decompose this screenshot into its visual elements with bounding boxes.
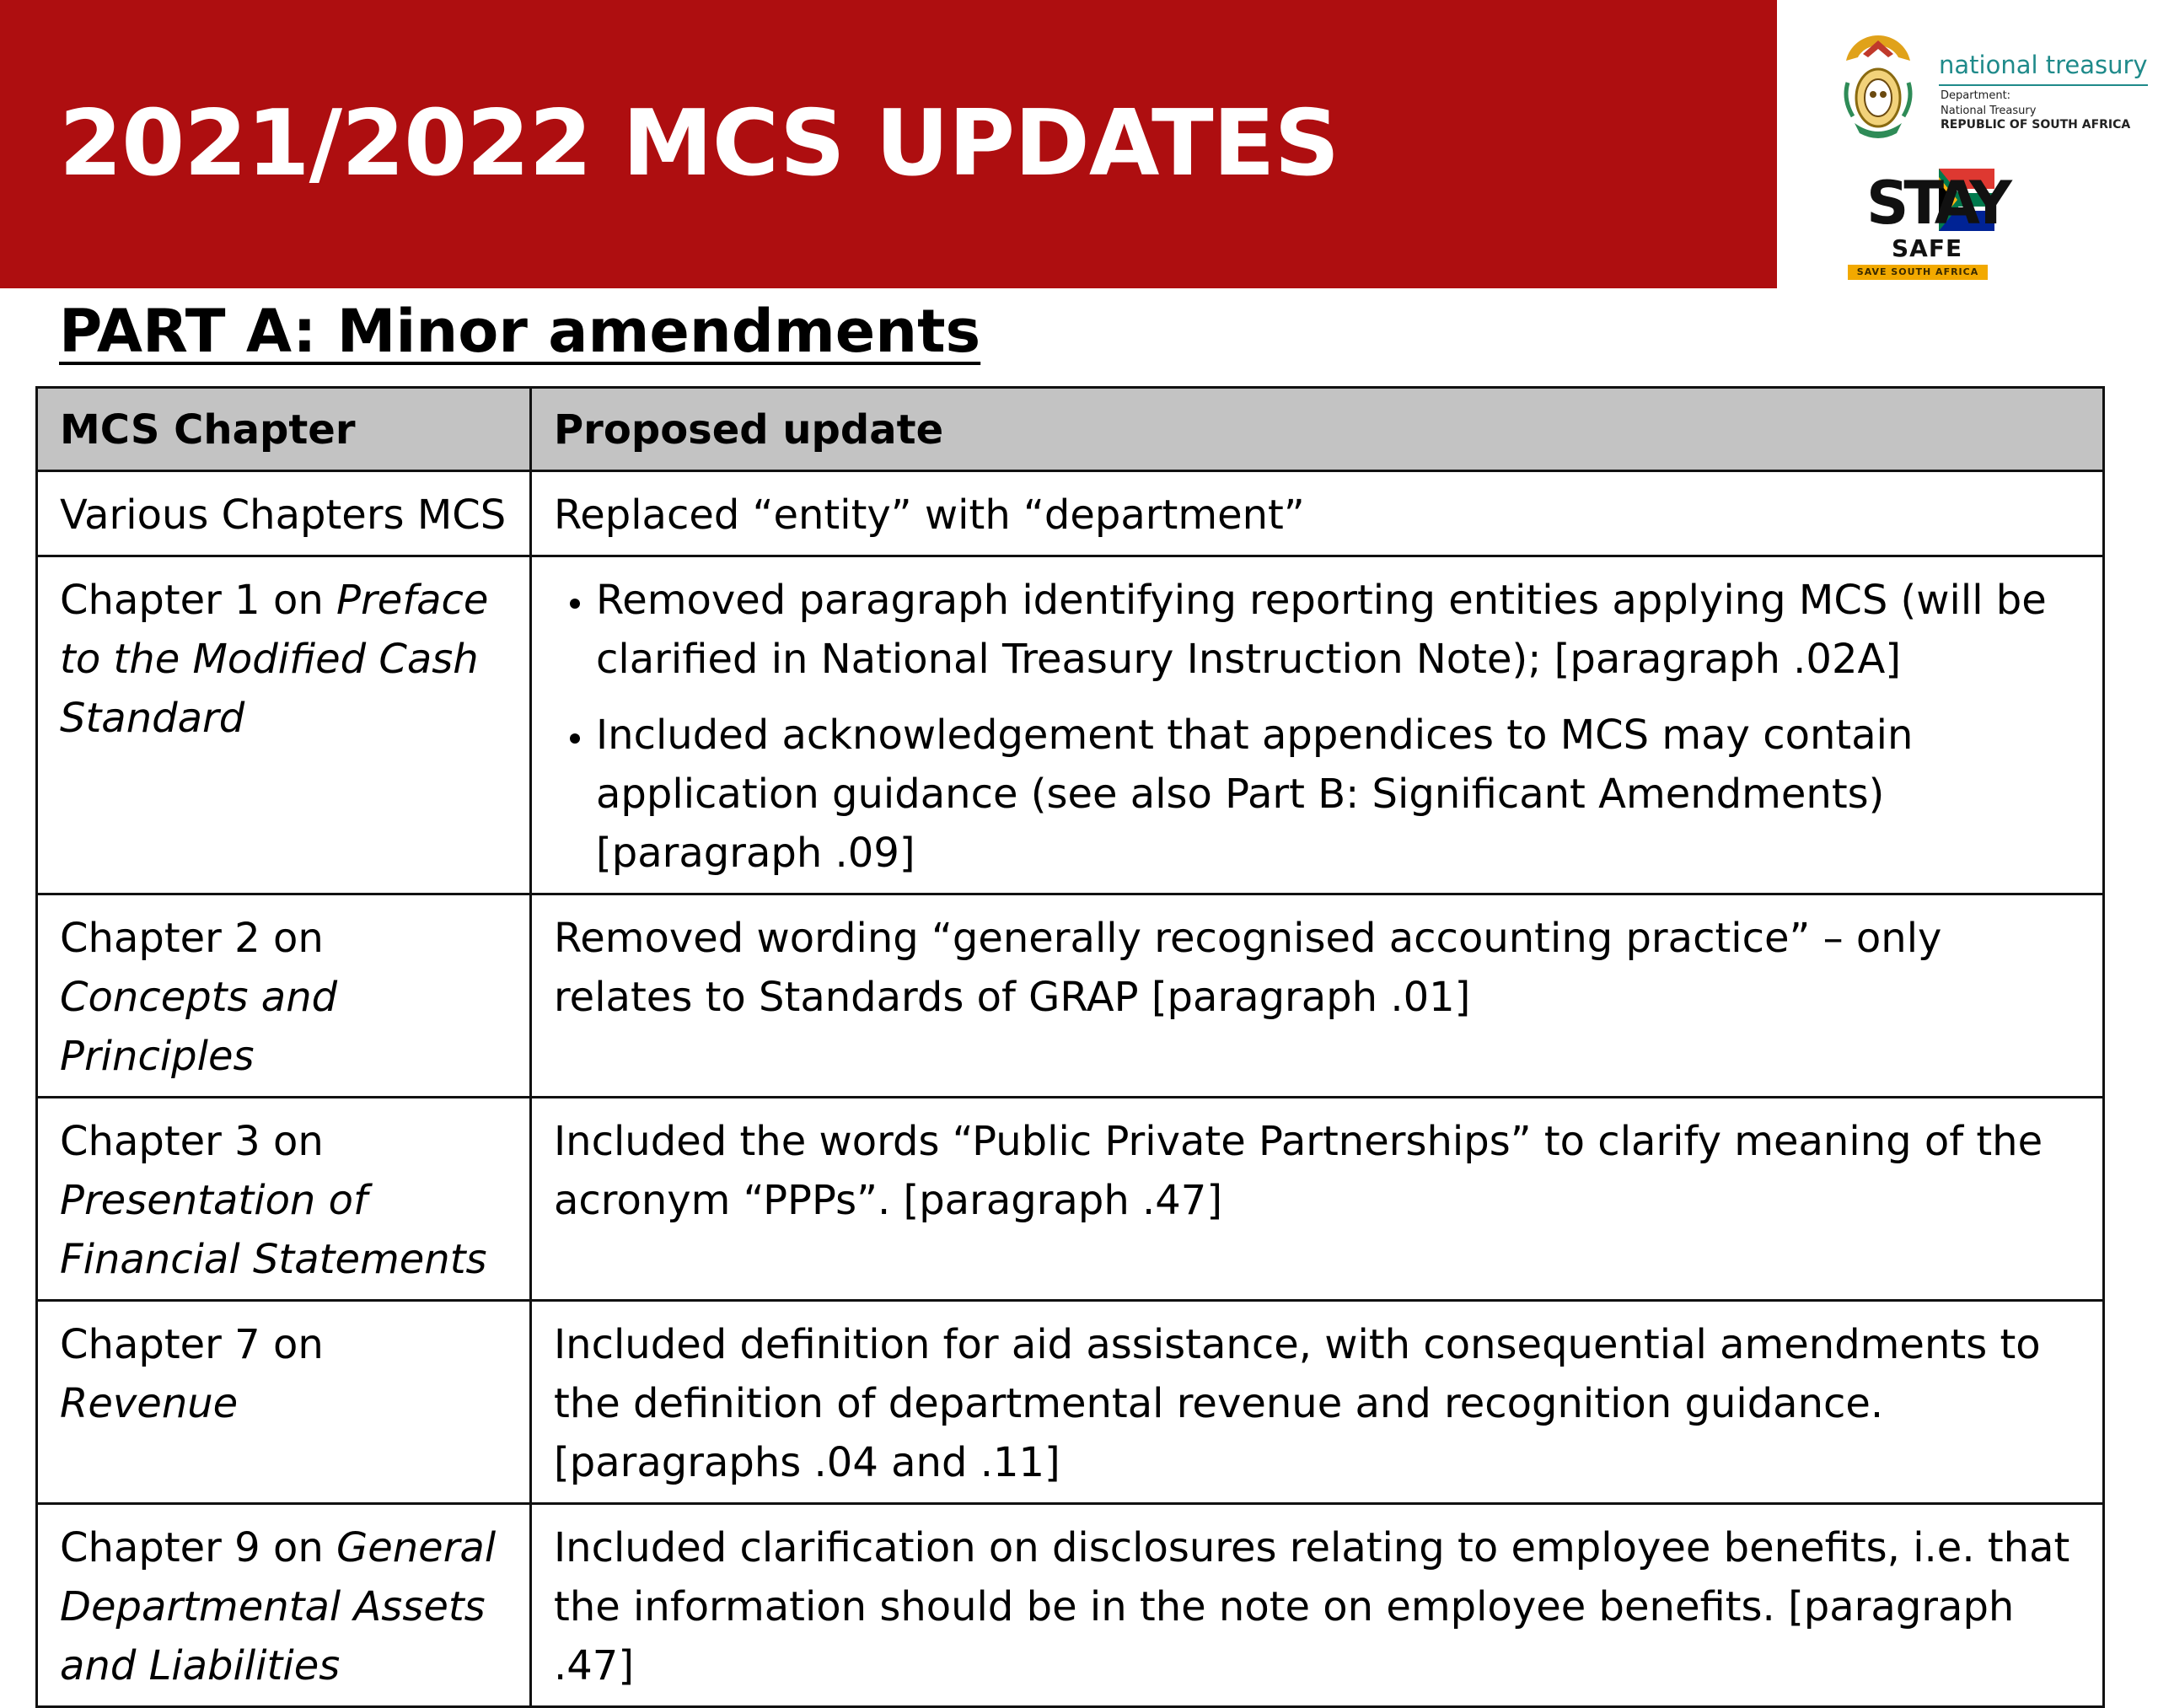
update-cell: Replaced “entity” with “department” (531, 471, 2104, 556)
list-item: • Included acknowledgement that appendices to MCS may contain application guidance (see also Part B: Significant Amendments) [paragraph .09] (596, 706, 2082, 883)
update-cell: Included definition for aid assistance, with consequential amendments to the definition of departmental revenue and recognition guidance. [paragraphs .04 and .11] (531, 1301, 2104, 1504)
chapter-cell (37, 894, 531, 1098)
national-treasury-logo (1838, 32, 2150, 293)
logo-country-name: REPUBLIC OF SOUTH AFRICA (1941, 118, 2131, 132)
stay-safe-logo (1846, 169, 2007, 292)
logo-department-name: National Treasury (1941, 105, 2037, 117)
table-header-row (37, 388, 2104, 471)
table-row (37, 1301, 2104, 1504)
chapter-text: Chapter 7 on (60, 1321, 324, 1368)
chapter-title: Preface to the Modified Cash Standard (60, 577, 489, 742)
safe-wordmark: SAFE (1892, 234, 1963, 262)
chapter-title: Presentation of Financial Statements (60, 1177, 487, 1283)
update-cell: Removed wording “generally recognised accounting practice” – only relates to Standards of GRAP [paragraph .01] (531, 894, 2104, 1098)
column-header-update: Proposed update (531, 388, 2104, 471)
list-item: • Removed paragraph identifying reporting entities applying MCS (will be clarified in National Treasury Instruction Note); [paragraph .02A] (596, 571, 2082, 689)
chapter-text: Chapter 9 on (60, 1524, 337, 1571)
chapter-cell (37, 556, 531, 894)
chapter-text: Chapter 3 on (60, 1118, 324, 1165)
column-header-chapter: MCS Chapter (37, 388, 531, 471)
logo-department-label: Department: (1941, 89, 2011, 102)
table-row (37, 556, 2104, 894)
chapter-text: Chapter 2 on (60, 915, 324, 962)
chapter-text: Various Chapters MCS (60, 491, 507, 539)
stay-wordmark: STAY (1866, 169, 2007, 238)
update-bullet-list (554, 571, 2082, 883)
update-cell: Included clarification on disclosures relating to employee benefits, i.e. that the information should be in the note on employee benefits. [paragraph .47] (531, 1504, 2104, 1707)
table-row (37, 1098, 2104, 1301)
chapter-cell (37, 471, 531, 556)
chapter-cell (37, 1504, 531, 1707)
chapter-title: Revenue (60, 1380, 239, 1427)
chapter-title: Concepts and Principles (60, 974, 338, 1080)
slide-title: 2021/2022 MCS UPDATES (59, 91, 1339, 196)
table-row (37, 471, 2104, 556)
national-treasury-wordmark: national treasury (1939, 51, 2148, 79)
chapter-cell (37, 1098, 531, 1301)
table-row (37, 894, 2104, 1098)
section-heading: PART A: Minor amendments (59, 297, 981, 366)
wordmark-underline (1939, 84, 2148, 86)
campaign-tagline: SAVE SOUTH AFRICA (1848, 265, 1988, 280)
amendments-table (35, 386, 2105, 1708)
chapter-title: General Departmental Assets and Liabilities (60, 1524, 497, 1689)
title-banner (0, 0, 1777, 288)
update-cell (531, 556, 2104, 894)
table-row (37, 1504, 2104, 1707)
coat-of-arms-icon (1838, 32, 1919, 143)
chapter-cell (37, 1301, 531, 1504)
update-cell: Included the words “Public Private Partnerships” to clarify meaning of the acronym “PPPs”. [paragraph .47] (531, 1098, 2104, 1301)
chapter-text: Chapter 1 on (60, 577, 337, 624)
